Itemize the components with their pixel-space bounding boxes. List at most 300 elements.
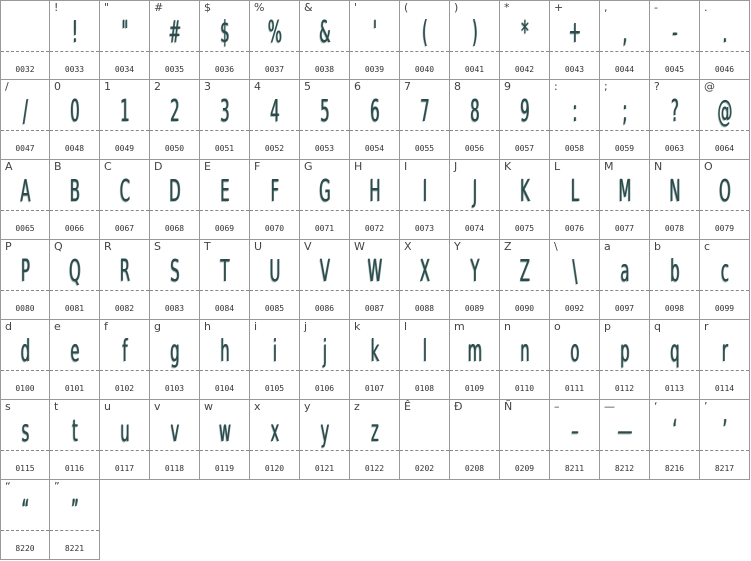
baseline-guide — [500, 210, 549, 211]
glyph-sample: " — [121, 15, 128, 50]
baseline-guide — [600, 51, 649, 52]
glyph-cell — [650, 400, 700, 480]
glyph-cell — [450, 400, 500, 480]
baseline-guide — [500, 130, 549, 131]
baseline-guide — [650, 290, 699, 291]
glyph-cell — [0, 400, 50, 480]
glyph-header: Y — [454, 240, 461, 253]
baseline-guide — [550, 51, 599, 52]
glyph-header: h — [204, 320, 211, 333]
glyph-sample: s — [21, 414, 29, 449]
baseline-guide — [250, 210, 299, 211]
glyph-header: q — [654, 320, 661, 333]
baseline-guide — [700, 210, 749, 211]
glyph-header: % — [254, 1, 265, 14]
glyph-cell — [50, 160, 100, 240]
glyph-cell — [350, 80, 400, 160]
glyph-sample: B — [69, 174, 80, 209]
glyph-sample: S — [170, 254, 179, 289]
glyph-sample: M — [618, 174, 631, 209]
glyph-code: 0081 — [64, 304, 85, 313]
glyph-sample: 4 — [270, 94, 279, 129]
baseline-guide — [350, 450, 399, 451]
baseline-guide — [250, 370, 299, 371]
baseline-guide — [50, 130, 99, 131]
baseline-guide — [1, 130, 49, 131]
glyph-header: B — [54, 160, 62, 173]
glyph-code: 0043 — [564, 65, 585, 74]
glyph-cell — [500, 400, 550, 480]
glyph-sample: 9 — [520, 94, 529, 129]
baseline-guide — [550, 290, 599, 291]
glyph-header: y — [304, 400, 311, 413]
glyph-cell — [100, 400, 150, 480]
glyph-cell — [650, 160, 700, 240]
glyph-header: , — [604, 1, 608, 14]
glyph-cell — [150, 0, 200, 80]
glyph-cell — [200, 400, 250, 480]
glyph-code: 0086 — [314, 304, 335, 313]
baseline-guide — [550, 130, 599, 131]
glyph-cell — [500, 320, 550, 400]
glyph-sample: r — [721, 334, 728, 369]
glyph-sample: ’ — [722, 414, 727, 449]
glyph-sample: % — [267, 15, 282, 50]
baseline-guide — [300, 130, 349, 131]
baseline-guide — [1, 210, 49, 211]
glyph-cell — [200, 320, 250, 400]
glyph-sample: D — [169, 174, 180, 209]
baseline-guide — [100, 130, 149, 131]
glyph-cell — [300, 160, 350, 240]
glyph-sample: q — [670, 334, 679, 369]
baseline-guide — [250, 290, 299, 291]
glyph-code: 0068 — [164, 224, 185, 233]
glyph-header: T — [204, 240, 211, 253]
glyph-header: f — [104, 320, 108, 333]
baseline-guide — [600, 450, 649, 451]
glyph-cell — [250, 400, 300, 480]
baseline-guide — [1, 530, 49, 531]
baseline-guide — [150, 51, 199, 52]
glyph-header: Z — [504, 240, 512, 253]
glyph-header: — — [604, 400, 615, 413]
glyph-header: Ð — [454, 400, 463, 413]
baseline-guide — [550, 210, 599, 211]
glyph-header: - — [654, 1, 658, 14]
glyph-cell — [350, 320, 400, 400]
baseline-guide — [700, 450, 749, 451]
baseline-guide — [300, 210, 349, 211]
baseline-guide — [550, 370, 599, 371]
glyph-code: 8221 — [64, 544, 85, 553]
glyph-sample: A — [20, 174, 30, 209]
glyph-code: 0042 — [514, 65, 535, 74]
glyph-sample: x — [270, 414, 279, 449]
glyph-code: 0036 — [214, 65, 235, 74]
glyph-code: 0098 — [664, 304, 685, 313]
baseline-guide — [50, 370, 99, 371]
glyph-header: 2 — [154, 80, 161, 93]
glyph-header: a — [604, 240, 611, 253]
glyph-cell — [250, 240, 300, 320]
glyph-header: K — [504, 160, 512, 173]
glyph-sample: - — [672, 15, 677, 50]
baseline-guide — [350, 51, 399, 52]
baseline-guide — [50, 450, 99, 451]
glyph-cell — [700, 400, 750, 480]
glyph-cell — [50, 240, 100, 320]
glyph-cell — [400, 0, 450, 80]
baseline-guide — [650, 130, 699, 131]
glyph-cell — [200, 240, 250, 320]
glyph-header: \ — [554, 240, 558, 253]
glyph-sample: a — [620, 254, 629, 289]
baseline-guide — [1, 450, 49, 451]
baseline-guide — [300, 51, 349, 52]
glyph-cell — [500, 80, 550, 160]
glyph-header: X — [404, 240, 412, 253]
glyph-code: 0101 — [64, 384, 85, 393]
glyph-code: 0032 — [15, 65, 35, 74]
glyph-sample: 1 — [120, 94, 129, 129]
baseline-guide — [650, 370, 699, 371]
glyph-sample: ' — [372, 15, 377, 50]
glyph-code: 0063 — [664, 144, 685, 153]
glyph-header: F — [254, 160, 261, 173]
glyph-sample: c — [720, 254, 729, 289]
glyph-sample: ) — [471, 15, 478, 50]
glyph-header: ’ — [704, 400, 708, 413]
glyph-code: 0117 — [114, 464, 135, 473]
glyph-header: : — [554, 80, 558, 93]
glyph-header: Q — [54, 240, 63, 253]
glyph-sample: g — [170, 334, 179, 369]
glyph-header: t — [54, 400, 59, 413]
glyph-sample: * — [521, 15, 528, 50]
glyph-cell — [0, 480, 50, 560]
glyph-code: 0202 — [414, 464, 435, 473]
glyph-sample: R — [119, 254, 130, 289]
glyph-header: k — [354, 320, 361, 333]
glyph-cell — [600, 0, 650, 80]
glyph-cell — [400, 80, 450, 160]
glyph-code: 0079 — [714, 224, 735, 233]
glyph-sample: Q — [68, 254, 81, 289]
glyph-code: 0077 — [614, 224, 635, 233]
glyph-code: 0099 — [714, 304, 735, 313]
glyph-cell — [50, 400, 100, 480]
glyph-header: x — [254, 400, 261, 413]
glyph-code: 0067 — [114, 224, 135, 233]
baseline-guide — [300, 450, 349, 451]
glyph-cell — [550, 80, 600, 160]
glyph-sample: ; — [622, 94, 627, 129]
glyph-cell — [600, 240, 650, 320]
baseline-guide — [100, 290, 149, 291]
glyph-header: 5 — [304, 80, 311, 93]
glyph-cell — [100, 0, 150, 80]
glyph-cell — [550, 400, 600, 480]
glyph-cell — [400, 240, 450, 320]
glyph-sample: j — [322, 334, 327, 369]
glyph-header: ) — [454, 1, 459, 14]
glyph-cell — [600, 160, 650, 240]
baseline-guide — [400, 130, 449, 131]
glyph-header: C — [104, 160, 112, 173]
glyph-sample: # — [168, 15, 181, 50]
glyph-sample: n — [520, 334, 529, 369]
baseline-guide — [700, 290, 749, 291]
glyph-cell — [500, 160, 550, 240]
glyph-cell — [300, 320, 350, 400]
baseline-guide — [300, 370, 349, 371]
baseline-guide — [200, 450, 249, 451]
glyph-header: l — [404, 320, 408, 333]
glyph-header: / — [5, 80, 9, 93]
glyph-header: G — [304, 160, 313, 173]
glyph-code: 0111 — [564, 384, 585, 393]
glyph-code: 0097 — [614, 304, 635, 313]
glyph-sample: X — [419, 254, 430, 289]
glyph-header: v — [154, 400, 161, 413]
glyph-code: 0065 — [15, 224, 35, 233]
glyph-cell — [300, 0, 350, 80]
baseline-guide — [400, 51, 449, 52]
glyph-code: 0045 — [664, 65, 685, 74]
glyph-cell — [250, 80, 300, 160]
glyph-sample: u — [120, 414, 129, 449]
glyph-header: ; — [604, 80, 608, 93]
glyph-sample: + — [568, 15, 581, 50]
glyph-code: 0047 — [15, 144, 35, 153]
glyph-code: 0050 — [164, 144, 185, 153]
baseline-guide — [400, 290, 449, 291]
glyph-code: 0104 — [214, 384, 235, 393]
glyph-header: W — [354, 240, 365, 253]
baseline-guide — [50, 210, 99, 211]
glyph-sample: k — [370, 334, 379, 369]
baseline-guide — [150, 210, 199, 211]
glyph-code: 0080 — [15, 304, 35, 313]
glyph-sample — [511, 414, 538, 450]
glyph-sample — [461, 414, 488, 450]
glyph-code: 0087 — [364, 304, 385, 313]
glyph-code: 0038 — [314, 65, 335, 74]
glyph-cell — [450, 240, 500, 320]
glyph-cell — [0, 240, 50, 320]
glyph-cell — [350, 0, 400, 80]
baseline-guide — [450, 210, 499, 211]
glyph-header: i — [254, 320, 258, 333]
baseline-guide — [250, 450, 299, 451]
baseline-guide — [600, 370, 649, 371]
glyph-sample: O — [718, 174, 731, 209]
glyph-code: 0035 — [164, 65, 185, 74]
baseline-guide — [600, 130, 649, 131]
glyph-header: R — [104, 240, 112, 253]
glyph-cell — [650, 320, 700, 400]
glyph-code: 0056 — [464, 144, 485, 153]
glyph-cell — [300, 240, 350, 320]
glyph-code: 0084 — [214, 304, 235, 313]
glyph-cell — [450, 0, 500, 80]
glyph-header: S — [154, 240, 161, 253]
glyph-code: 0073 — [414, 224, 435, 233]
glyph-cell — [100, 320, 150, 400]
glyph-sample: & — [318, 15, 331, 50]
glyph-sample: b — [670, 254, 679, 289]
glyph-sample: — — [617, 414, 632, 449]
glyph-code: 8217 — [714, 464, 735, 473]
glyph-sample: @ — [717, 94, 732, 129]
glyph-header: @ — [704, 80, 715, 93]
glyph-sample — [411, 414, 438, 450]
glyph-code: 0208 — [464, 464, 485, 473]
glyph-sample: 5 — [320, 94, 329, 129]
baseline-guide — [100, 450, 149, 451]
glyph-sample: W — [367, 254, 382, 289]
glyph-code: 0074 — [464, 224, 485, 233]
glyph-cell — [450, 320, 500, 400]
glyph-code: 0103 — [164, 384, 185, 393]
glyph-code: 0113 — [664, 384, 685, 393]
glyph-sample: P — [20, 254, 30, 289]
glyph-code: 0049 — [114, 144, 135, 153]
glyph-header: # — [154, 1, 164, 14]
glyph-sample: F — [270, 174, 279, 209]
glyph-code: 0034 — [114, 65, 135, 74]
baseline-guide — [100, 370, 149, 371]
glyph-cell — [0, 160, 50, 240]
baseline-guide — [650, 210, 699, 211]
glyph-cell — [50, 480, 100, 560]
glyph-sample: K — [519, 174, 530, 209]
baseline-guide — [350, 210, 399, 211]
glyph-sample: o — [570, 334, 579, 369]
glyph-header: N — [654, 160, 663, 173]
glyph-code: 0090 — [514, 304, 535, 313]
glyph-code: 0054 — [364, 144, 385, 153]
glyph-sample: : — [572, 94, 577, 129]
glyph-code: 0092 — [564, 304, 585, 313]
glyph-header: ! — [54, 1, 59, 14]
glyph-code: 0053 — [314, 144, 335, 153]
glyph-cell — [550, 0, 600, 80]
glyph-cell — [0, 80, 50, 160]
glyph-header: p — [604, 320, 611, 333]
glyph-code: 0120 — [264, 464, 285, 473]
glyph-cell — [650, 240, 700, 320]
glyph-cell — [0, 320, 50, 400]
glyph-header: P — [5, 240, 12, 253]
glyph-cell — [600, 80, 650, 160]
glyph-cell — [350, 160, 400, 240]
baseline-guide — [600, 290, 649, 291]
glyph-sample: ‘ — [672, 414, 677, 449]
glyph-cell — [50, 320, 100, 400]
glyph-cell — [500, 240, 550, 320]
glyph-code: 0085 — [264, 304, 285, 313]
glyph-cell — [700, 160, 750, 240]
glyph-sample: $ — [220, 15, 229, 50]
glyph-header: A — [5, 160, 13, 173]
glyph-sample: \ — [572, 254, 577, 289]
glyph-sample: l — [422, 334, 427, 369]
glyph-code: 0070 — [264, 224, 285, 233]
baseline-guide — [450, 450, 499, 451]
baseline-guide — [100, 51, 149, 52]
glyph-cell — [400, 400, 450, 480]
baseline-guide — [550, 450, 599, 451]
glyph-cell — [150, 320, 200, 400]
glyph-header: ' — [354, 1, 358, 14]
glyph-sample: , — [622, 15, 627, 50]
glyph-sample: 3 — [220, 94, 229, 129]
baseline-guide — [150, 450, 199, 451]
baseline-guide — [450, 130, 499, 131]
baseline-guide — [400, 450, 449, 451]
glyph-sample: ” — [70, 494, 79, 529]
glyph-cell — [150, 160, 200, 240]
glyph-header: s — [5, 400, 11, 413]
glyph-cell — [400, 320, 450, 400]
glyph-code: 0089 — [464, 304, 485, 313]
glyph-header: j — [304, 320, 308, 333]
baseline-guide — [400, 370, 449, 371]
glyph-sample: t — [71, 414, 78, 449]
baseline-guide — [650, 51, 699, 52]
glyph-cell — [650, 80, 700, 160]
glyph-cell — [500, 0, 550, 80]
glyph-header: – — [554, 400, 560, 413]
baseline-guide — [450, 51, 499, 52]
baseline-guide — [350, 290, 399, 291]
glyph-cell — [100, 240, 150, 320]
glyph-code: 0069 — [214, 224, 235, 233]
baseline-guide — [150, 130, 199, 131]
glyph-code: 0102 — [114, 384, 135, 393]
baseline-guide — [250, 130, 299, 131]
glyph-cell — [550, 160, 600, 240]
baseline-guide — [500, 370, 549, 371]
glyph-code: 0078 — [664, 224, 685, 233]
glyph-cell — [650, 0, 700, 80]
glyph-sample: / — [22, 94, 28, 129]
glyph-cell — [200, 160, 250, 240]
glyph-header: Ê — [404, 400, 411, 413]
glyph-code: 0066 — [64, 224, 85, 233]
glyph-code: 0033 — [64, 65, 85, 74]
glyph-code: 0072 — [364, 224, 385, 233]
glyph-header: 9 — [504, 80, 511, 93]
glyph-cell — [550, 320, 600, 400]
glyph-header: 1 — [104, 80, 111, 93]
baseline-guide — [1, 370, 49, 371]
glyph-cell — [300, 400, 350, 480]
glyph-header: O — [704, 160, 713, 173]
glyph-header: M — [604, 160, 614, 173]
glyph-sample — [12, 15, 38, 51]
glyph-header: H — [354, 160, 363, 173]
baseline-guide — [300, 290, 349, 291]
glyph-code: 0064 — [714, 144, 735, 153]
glyph-header: e — [54, 320, 61, 333]
glyph-code: 0058 — [564, 144, 585, 153]
glyph-code: 8220 — [15, 544, 35, 553]
glyph-header: U — [254, 240, 263, 253]
baseline-guide — [500, 290, 549, 291]
